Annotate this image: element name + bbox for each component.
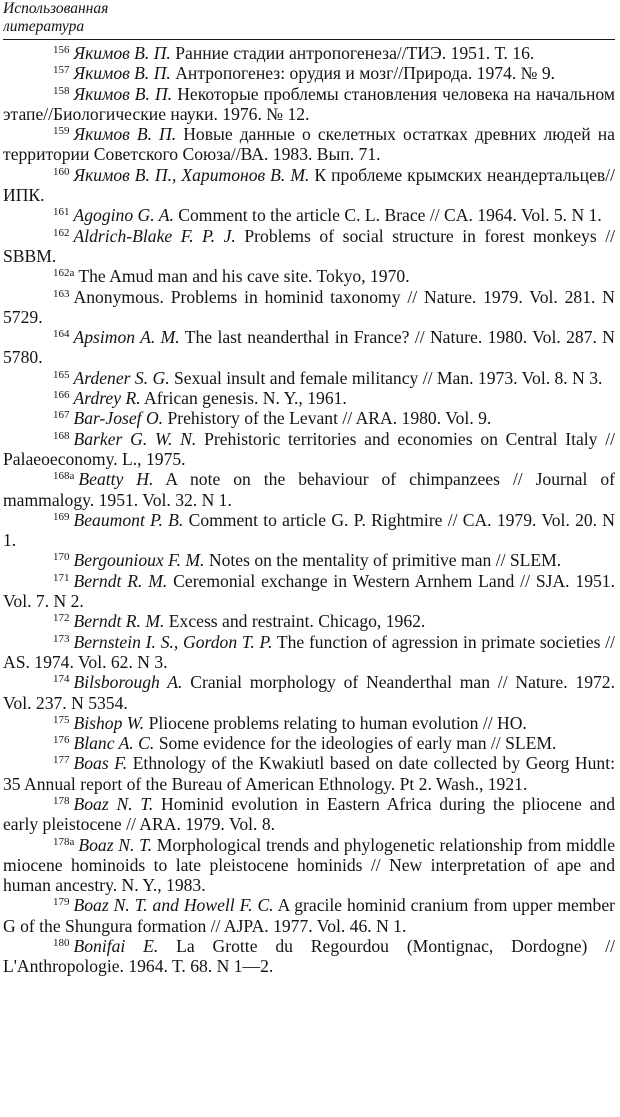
reference-number: 166 <box>53 389 70 402</box>
reference-text: Prehistory of the Levant // ARA. 1980. Vol. 9. <box>167 408 492 429</box>
reference-number: 161 <box>53 206 70 219</box>
reference-text: The function of agression in primate societies // AS. 1974. Vol. 62. N 3. <box>3 631 615 672</box>
reference-author: Boas F. <box>73 753 128 774</box>
reference-number: 165 <box>53 368 70 381</box>
reference-item <box>3 287 615 328</box>
reference-author: Barker G. W. N. <box>73 428 197 449</box>
reference-text: Anonymous. Problems in hominid taxonomy // Nature. 1979. Vol. 281. N 5729. <box>3 286 615 327</box>
reference-number: 180 <box>53 937 70 950</box>
reference-list <box>3 43 615 977</box>
reference-text: Cranial morphology of Neanderthal man // Nature. 1972. Vol. 237. N 5354. <box>3 672 615 713</box>
reference-item <box>3 835 615 896</box>
reference-author: Якимов В. П. <box>73 124 177 145</box>
reference-author: Berndt R. M. <box>73 611 165 632</box>
reference-text: Excess and restraint. Chicago, 1962. <box>168 611 426 632</box>
reference-text: Ceremonial exchange in Western Arnhem Land // SJA. 1951. Vol. 7. N 2. <box>3 570 615 612</box>
reference-author: Якимов В. П., Харитонов В. М. <box>73 164 310 185</box>
reference-item <box>3 571 615 612</box>
reference-number: 167 <box>53 409 70 422</box>
reference-item <box>3 895 615 936</box>
reference-number: 175 <box>53 713 70 726</box>
reference-item <box>3 63 615 83</box>
reference-item <box>3 936 615 977</box>
reference-item <box>3 429 615 470</box>
reference-number: 163 <box>53 287 70 300</box>
reference-number: 162 <box>53 226 70 239</box>
reference-item <box>3 205 615 225</box>
reference-item <box>3 794 615 835</box>
reference-text: Some evidence for the ideologies of early man // SLEM. <box>158 733 557 754</box>
reference-author: Blanc A. C. <box>73 733 155 754</box>
reference-author: Якимов В. П. <box>73 43 171 63</box>
reference-number: 174 <box>53 673 70 686</box>
running-head-line-2: литература <box>3 18 85 35</box>
reference-text: A gracile hominid cranium from upper member G of the Shungura formation // AJPA. 1977. Vol. 46. N 1. <box>3 895 615 936</box>
reference-author: Bishop W. <box>73 712 145 733</box>
reference-number: 176 <box>53 734 70 747</box>
reference-item <box>3 368 615 388</box>
reference-number: 177 <box>53 754 70 767</box>
reference-author: Boaz N. T. and Howell F. C. <box>73 895 274 916</box>
reference-item <box>3 753 615 794</box>
reference-number: 157 <box>53 64 70 77</box>
reference-item <box>3 388 615 408</box>
reference-text: Новые данные о скелетных остатках древних людей на территории Советского Союза//ВА. 1983. Вып. 71. <box>3 124 615 165</box>
reference-text: The last neanderthal in France? // Nature. 1980. Vol. 287. N 5780. <box>3 327 615 368</box>
reference-item <box>3 550 615 570</box>
running-head-line-1: Использованная <box>3 0 109 17</box>
reference-item <box>3 165 615 206</box>
reference-item <box>3 124 615 165</box>
reference-number: 168a <box>53 470 75 483</box>
reference-number: 164 <box>53 328 70 341</box>
reference-author: Beaumont P. B. <box>73 509 184 530</box>
reference-text: Comment to article G. P. Rightmire // CA. 1979. Vol. 20. N 1. <box>3 509 615 551</box>
reference-number: 168 <box>53 429 70 442</box>
reference-number: 172 <box>53 612 70 625</box>
reference-number: 169 <box>53 510 70 523</box>
reference-text: Hominid evolution in Eastern Africa during the pliocene and early pleistocene // ARA. 1979. Vol. 8. <box>3 793 615 835</box>
reference-text: A note on the behaviour of chimpanzees // Journal of mammalogy. 1951. Vol. 32. N 1. <box>3 469 615 510</box>
reference-author: Bonifai E. <box>73 936 159 957</box>
reference-author: Apsimon A. M. <box>73 327 180 348</box>
reference-text: Ранние стадии антропогенеза//ТИЭ. 1951. Т. 16. <box>175 43 535 63</box>
reference-item <box>3 266 615 286</box>
reference-item <box>3 408 615 428</box>
reference-item <box>3 672 615 713</box>
reference-text: Sexual insult and female militancy // Man. 1973. Vol. 8. N 3. <box>174 367 603 388</box>
reference-number: 178a <box>53 835 75 848</box>
book-page <box>3 0 615 1117</box>
reference-item <box>3 327 615 368</box>
reference-author: Boaz N. T. <box>73 793 154 814</box>
reference-number: 173 <box>53 632 70 645</box>
reference-text: Prehistoric territories and economies on Central Italy // Palaeoeconomy. L., 1975. <box>3 428 615 469</box>
reference-text: Comment to the article C. L. Brace // CA. 1964. Vol. 5. N 1. <box>178 205 602 226</box>
reference-text: Ethnology of the Kwakiutl based on date collected by Georg Hunt: 35 Annual report of the Bureau of American Ethnology. Pt 2. Wash., 1921. <box>3 753 615 794</box>
reference-item <box>3 469 615 510</box>
reference-author: Agogino G. A. <box>73 205 174 226</box>
reference-text: African genesis. N. Y., 1961. <box>144 388 347 409</box>
reference-number: 171 <box>53 571 70 584</box>
reference-number: 179 <box>53 896 70 909</box>
reference-item <box>3 733 615 753</box>
reference-text: La Grotte du Regourdou (Montignac, Dordogne) // L'Anthropologie. 1964. T. 68. N 1—2. <box>3 936 615 977</box>
reference-author: Bergounioux F. M. <box>73 550 205 571</box>
reference-author: Boaz N. T. <box>78 834 153 855</box>
reference-author: Якимов В. П. <box>73 83 173 104</box>
reference-item <box>3 713 615 733</box>
reference-number: 162a <box>53 267 75 280</box>
reference-author: Bar-Josef O. <box>73 408 164 429</box>
reference-author: Ardener S. G. <box>73 367 170 388</box>
reference-author: Bilsborough A. <box>73 672 183 693</box>
reference-text: The Amud man and his cave site. Tokyo, 1970. <box>78 266 410 287</box>
reference-item <box>3 611 615 631</box>
reference-author: Bernstein I. S., Gordon T. P. <box>73 631 273 652</box>
reference-text: Problems of social structure in forest monkeys // SBBM. <box>3 225 615 266</box>
reference-text: Антропогенез: орудия и мозг//Природа. 1974. № 9. <box>175 63 556 84</box>
reference-number: 156 <box>53 44 70 56</box>
reference-text: Morphological trends and phylogenetic relationship from middle miocene hominoids to late pleistocene hominids // New interpretation of ape and human ancestry. N. Y., 1983. <box>3 834 615 896</box>
reference-number: 159 <box>53 125 70 138</box>
reference-author: Aldrich-Blake F. P. J. <box>73 225 236 246</box>
reference-item <box>3 510 615 551</box>
reference-author: Berndt R. M. <box>73 570 168 591</box>
reference-text: Некоторые проблемы становления человека на начальном этапе//Биологические науки. 1976. № 12. <box>3 83 615 124</box>
reference-number: 160 <box>53 165 70 178</box>
reference-item <box>3 632 615 673</box>
reference-author: Якимов В. П. <box>73 63 171 84</box>
reference-text: Pliocene problems relating to human evolution // HO. <box>148 712 527 733</box>
reference-number: 158 <box>53 84 70 97</box>
reference-author: Beatty H. <box>78 469 154 490</box>
reference-text: Notes on the mentality of primitive man // SLEM. <box>208 550 562 571</box>
reference-number: 170 <box>53 551 70 564</box>
reference-item <box>3 226 615 267</box>
running-head <box>3 0 615 40</box>
reference-author: Ardrey R. <box>73 388 141 409</box>
reference-text: К проблеме крымских неандертальцев//ИПК. <box>3 164 615 206</box>
reference-number: 178 <box>53 794 70 807</box>
reference-item <box>3 84 615 125</box>
reference-item <box>3 43 615 63</box>
